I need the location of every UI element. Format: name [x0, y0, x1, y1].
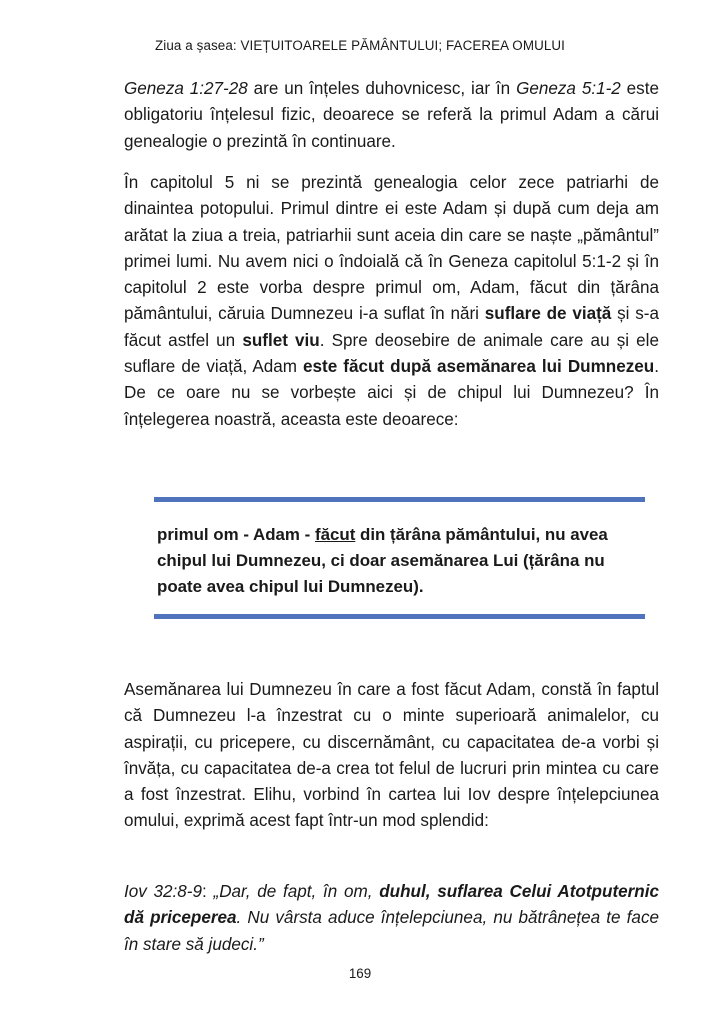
quote-text: . Nu vârsta aduce înțelepciunea, nu bătrânețea te face în stare să judeci.”	[124, 908, 659, 954]
emphasis-text: este făcut după asemănarea lui Dumnezeu	[303, 357, 655, 377]
paragraph-2	[124, 170, 659, 433]
paragraph-1	[124, 76, 659, 155]
quote-text: „Dar, de fapt, în om,	[213, 882, 380, 901]
callout-box	[154, 497, 645, 619]
paragraph-text: În capitolul 5 ni se prezintă genealogia celor zece patriarhi de dinaintea potopului. Primul dintre ei este Adam și după cum deja am arătat la ziua a treia, patriarhii sunt aceia din care se naște „pământul” primei lumi. Nu avem nici o îndoială că în Geneza capitolul 5:1-2 și în capitolul 2 este vorba despre primul om, Adam, făcut din țărâna pământului, căruia Dumnezeu i-a suflat în nări	[124, 173, 659, 324]
emphasis-text: suflet viu	[242, 330, 320, 350]
paragraph-3	[124, 677, 659, 835]
paragraph-text: Asemănarea lui Dumnezeu în care a fost făcut Adam, constă în faptul că Dumnezeu l-a înzestrat cu o minte superioară animalelor, cu aspirații, cu pricepere, cu discernământ, cu capacitatea de-a vorbi și învăța, cu capacitatea de-a crea tot felul de lucruri prin mintea cu care a fost înzestrat. Elihu, vorbind în cartea lui Iov despre înțelepciunea omului, exprimă acest fapt într-un mod splendid:	[124, 680, 659, 831]
scripture-reference: Iov 32:8-9	[124, 882, 203, 901]
page-number: 169	[348, 966, 372, 981]
emphasis-text: suflare de viață	[484, 304, 612, 324]
underlined-word: făcut	[314, 525, 356, 544]
running-header: Ziua a șasea: VIEȚUITOARELE PĂMÂNTULUI; FACEREA OMULUI	[155, 38, 565, 53]
paragraph-text: are un înțeles duhovnicesc, iar în	[247, 79, 517, 98]
callout-text	[157, 522, 627, 600]
paragraph-text: și s-a făcut astfel un	[124, 304, 660, 350]
callout-text-part: din țărâna pământului, nu avea chipul lui Dumnezeu, ci doar asemănarea Lui (țărâna nu poate avea chipul lui Dumnezeu).	[157, 525, 608, 596]
scripture-reference: Geneza 5:1-2	[516, 79, 621, 98]
quote-emphasis: duhul, suflarea Celui Atotputernic dă priceperea	[124, 882, 659, 928]
paragraph-text: . De ce oare nu se vorbește aici și de chipul lui Dumnezeu? În înțelegerea noastră, aceasta este deoarece:	[124, 357, 660, 429]
paragraph-text: este obligatoriu înțelesul fizic, deoarece se referă la primul Adam a cărui genealogie o prezintă în continuare.	[124, 79, 659, 151]
paragraph-text: . Spre deosebire de animale care au și ele suflare de viață, Adam	[124, 330, 659, 377]
scripture-quote	[124, 879, 659, 958]
scripture-reference: Geneza 1:27-28	[124, 79, 248, 98]
callout-text-part: primul om - Adam -	[157, 525, 315, 544]
quote-separator: :	[202, 882, 214, 901]
